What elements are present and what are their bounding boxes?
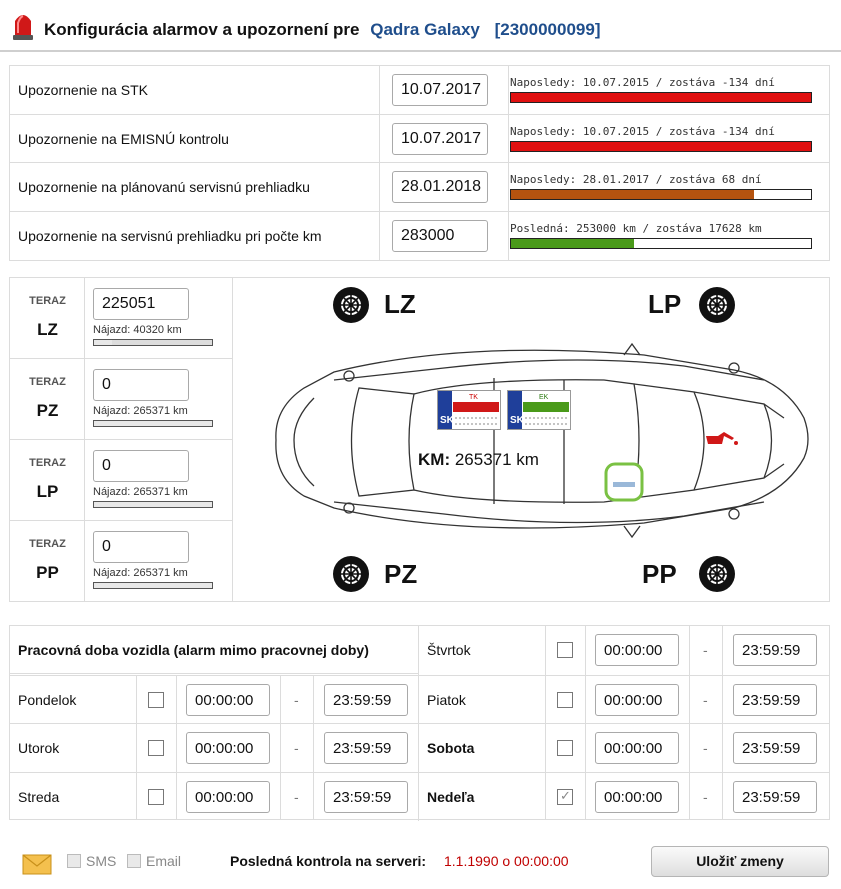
email-label: Email — [146, 853, 182, 869]
tyre-progress-bar — [93, 501, 213, 508]
day-label: Streda — [18, 788, 60, 805]
km-value: 265371 km — [454, 450, 539, 469]
time-to-input[interactable]: 23:59:59 — [733, 684, 817, 716]
footer-bar — [0, 840, 841, 885]
tyre-progress-fill — [94, 340, 112, 345]
day-row — [419, 675, 830, 724]
time-to-input[interactable]: 23:59:59 — [733, 732, 817, 764]
time-from-input[interactable]: 00:00:00 — [186, 684, 270, 716]
sms-label: SMS — [86, 853, 117, 869]
tyre-km-input-pp[interactable]: 0 — [93, 531, 189, 563]
alert-info: Naposledy: 28.01.2017 / zostáva 68 dní — [510, 173, 762, 186]
alert-progress-bar — [510, 238, 812, 249]
car-diagram — [234, 278, 830, 601]
time-separator: - — [294, 788, 299, 805]
page-header — [0, 0, 841, 52]
corner-label-pp: PP — [642, 559, 677, 589]
title-text: Konfigurácia alarmov a upozornení pre — [44, 20, 360, 39]
day-enabled-checkbox[interactable] — [148, 740, 164, 756]
sms-checkbox[interactable] — [67, 854, 81, 868]
tyre-progress-bar — [93, 582, 213, 589]
corner-label-lp: LP — [648, 289, 682, 319]
day-row — [10, 723, 421, 772]
working-hours-table — [9, 625, 830, 820]
corner-label-pz: PZ — [384, 559, 418, 589]
day-enabled-checkbox[interactable] — [557, 740, 573, 756]
time-separator: - — [703, 691, 708, 708]
alert-label: Upozornenie na plánovanú servisnú prehliadku — [18, 179, 310, 195]
time-to-input[interactable]: 23:59:59 — [324, 781, 408, 813]
day-label: Štvrtok — [427, 642, 471, 658]
alert-row-service-date — [10, 163, 829, 212]
vehicle-name: Qadra Galaxy — [370, 20, 480, 39]
alert-progress-fill — [511, 190, 754, 199]
tyre-now-label: TERAZ — [29, 376, 66, 388]
envelope-icon — [22, 852, 52, 876]
time-from-input[interactable]: 00:00:00 — [595, 781, 679, 813]
tyre-row-lz — [10, 278, 232, 359]
day-row — [419, 626, 830, 675]
time-separator: - — [703, 788, 708, 805]
alert-progress-fill — [511, 93, 811, 102]
tyre-mileage: Nájazd: 40320 km — [93, 324, 182, 336]
tyre-position: PP — [36, 563, 59, 582]
tyre-progress-fill — [94, 421, 212, 426]
alert-info: Posledná: 253000 km / zostáva 17628 km — [510, 221, 762, 235]
alert-progress-bar — [510, 92, 812, 103]
time-to-input[interactable]: 23:59:59 — [324, 732, 408, 764]
day-row — [419, 723, 830, 772]
day-row — [10, 675, 421, 724]
tyre-progress-fill — [94, 583, 212, 588]
corner-label-lz: LZ — [384, 289, 416, 319]
tyres-panel — [9, 277, 830, 602]
tyre-row-pz — [10, 359, 232, 440]
alert-progress-bar — [510, 141, 812, 152]
day-enabled-checkbox[interactable] — [557, 642, 573, 658]
alert-label: Upozornenie na STK — [18, 82, 148, 98]
time-separator: - — [294, 740, 299, 756]
working-hours-title: Pracovná doba vozidla (alarm mimo pracovnej doby) — [18, 642, 369, 658]
tyre-row-lp — [10, 440, 232, 521]
time-from-input[interactable]: 00:00:00 — [186, 732, 270, 764]
day-label: Pondelok — [18, 691, 77, 708]
stk-date-input[interactable]: 10.07.2017 — [392, 74, 488, 106]
email-checkbox[interactable] — [127, 854, 141, 868]
km-label: KM: — [418, 450, 451, 469]
alert-row-stk — [10, 66, 829, 115]
alert-row-service-km — [10, 212, 829, 261]
time-separator: - — [294, 691, 299, 708]
tyre-km-input-pz[interactable]: 0 — [93, 369, 189, 401]
time-from-input[interactable]: 00:00:00 — [595, 634, 679, 666]
last-check-label: Posledná kontrola na serveri: — [230, 853, 427, 869]
day-enabled-checkbox[interactable] — [557, 692, 573, 708]
sticker-label-tk: TK — [469, 394, 478, 401]
tyre-position: PZ — [36, 401, 59, 420]
tyre-progress-bar — [93, 339, 213, 346]
alerts-table — [9, 65, 830, 261]
day-row — [10, 772, 421, 821]
tyre-progress-fill — [94, 502, 212, 507]
tyre-km-input-lz[interactable]: 225051 — [93, 288, 189, 320]
alert-row-emission — [10, 115, 829, 164]
save-button[interactable]: Uložiť zmeny — [651, 846, 829, 877]
day-enabled-checkbox[interactable] — [148, 789, 164, 805]
car-outline — [264, 318, 824, 563]
tyre-now-label: TERAZ — [29, 295, 66, 307]
time-to-input[interactable]: 23:59:59 — [324, 684, 408, 716]
tyre-mileage: Nájazd: 265371 km — [93, 486, 188, 498]
stk-sticker-icon — [437, 390, 501, 430]
tyre-now-label: TERAZ — [29, 538, 66, 550]
day-enabled-checkbox[interactable] — [148, 692, 164, 708]
day-label: Utorok — [18, 740, 60, 756]
emission-date-input[interactable]: 10.07.2017 — [392, 123, 488, 155]
vehicle-id: [2300000099] — [494, 20, 601, 39]
tyre-list — [10, 278, 233, 601]
time-from-input[interactable]: 00:00:00 — [186, 781, 270, 813]
day-label: Piatok — [427, 691, 466, 708]
tyre-progress-bar — [93, 420, 213, 427]
time-to-input[interactable]: 23:59:59 — [733, 781, 817, 813]
siren-icon — [10, 11, 36, 41]
service-date-input[interactable]: 28.01.2018 — [392, 171, 488, 203]
day-label: Nedeľa — [427, 788, 475, 805]
time-from-input[interactable]: 00:00:00 — [595, 684, 679, 716]
last-check-value: 1.1.1990 o 00:00:00 — [444, 853, 569, 869]
ek-sticker-icon — [507, 390, 571, 430]
tyre-now-label: TERAZ — [29, 457, 66, 469]
time-separator: - — [703, 740, 708, 756]
alert-progress-fill — [511, 239, 634, 248]
tyre-mileage: Nájazd: 265371 km — [93, 405, 188, 417]
day-label: Sobota — [427, 740, 475, 756]
oil-can-icon — [706, 432, 738, 445]
odometer-readout — [418, 450, 539, 470]
alert-progress-fill — [511, 142, 811, 151]
alert-info: Naposledy: 10.07.2015 / zostáva -134 dní — [510, 124, 775, 138]
alert-progress-bar — [510, 189, 812, 200]
page-title — [44, 20, 600, 40]
alert-label: Upozornenie na servisnú prehliadku pri počte km — [18, 227, 322, 244]
sticker-label-ek: EK — [539, 394, 549, 401]
tyre-row-pp — [10, 521, 232, 601]
sticker-country: SK — [510, 415, 524, 426]
tyre-km-input-lp[interactable]: 0 — [93, 450, 189, 482]
tyre-mileage: Nájazd: 265371 km — [93, 567, 188, 579]
alert-info: Naposledy: 10.07.2015 / zostáva -134 dní — [510, 76, 775, 89]
tyre-position: LZ — [37, 320, 58, 339]
sticker-country: SK — [440, 415, 454, 426]
time-separator: - — [703, 642, 708, 658]
service-km-input[interactable]: 283000 — [392, 220, 488, 252]
green-logo-icon — [604, 462, 644, 502]
day-row — [419, 772, 830, 821]
day-enabled-checkbox[interactable] — [557, 789, 573, 805]
time-to-input[interactable]: 23:59:59 — [733, 634, 817, 666]
time-from-input[interactable]: 00:00:00 — [595, 732, 679, 764]
tyre-position: LP — [36, 482, 59, 501]
alert-label: Upozornenie na EMISNÚ kontrolu — [18, 130, 229, 147]
